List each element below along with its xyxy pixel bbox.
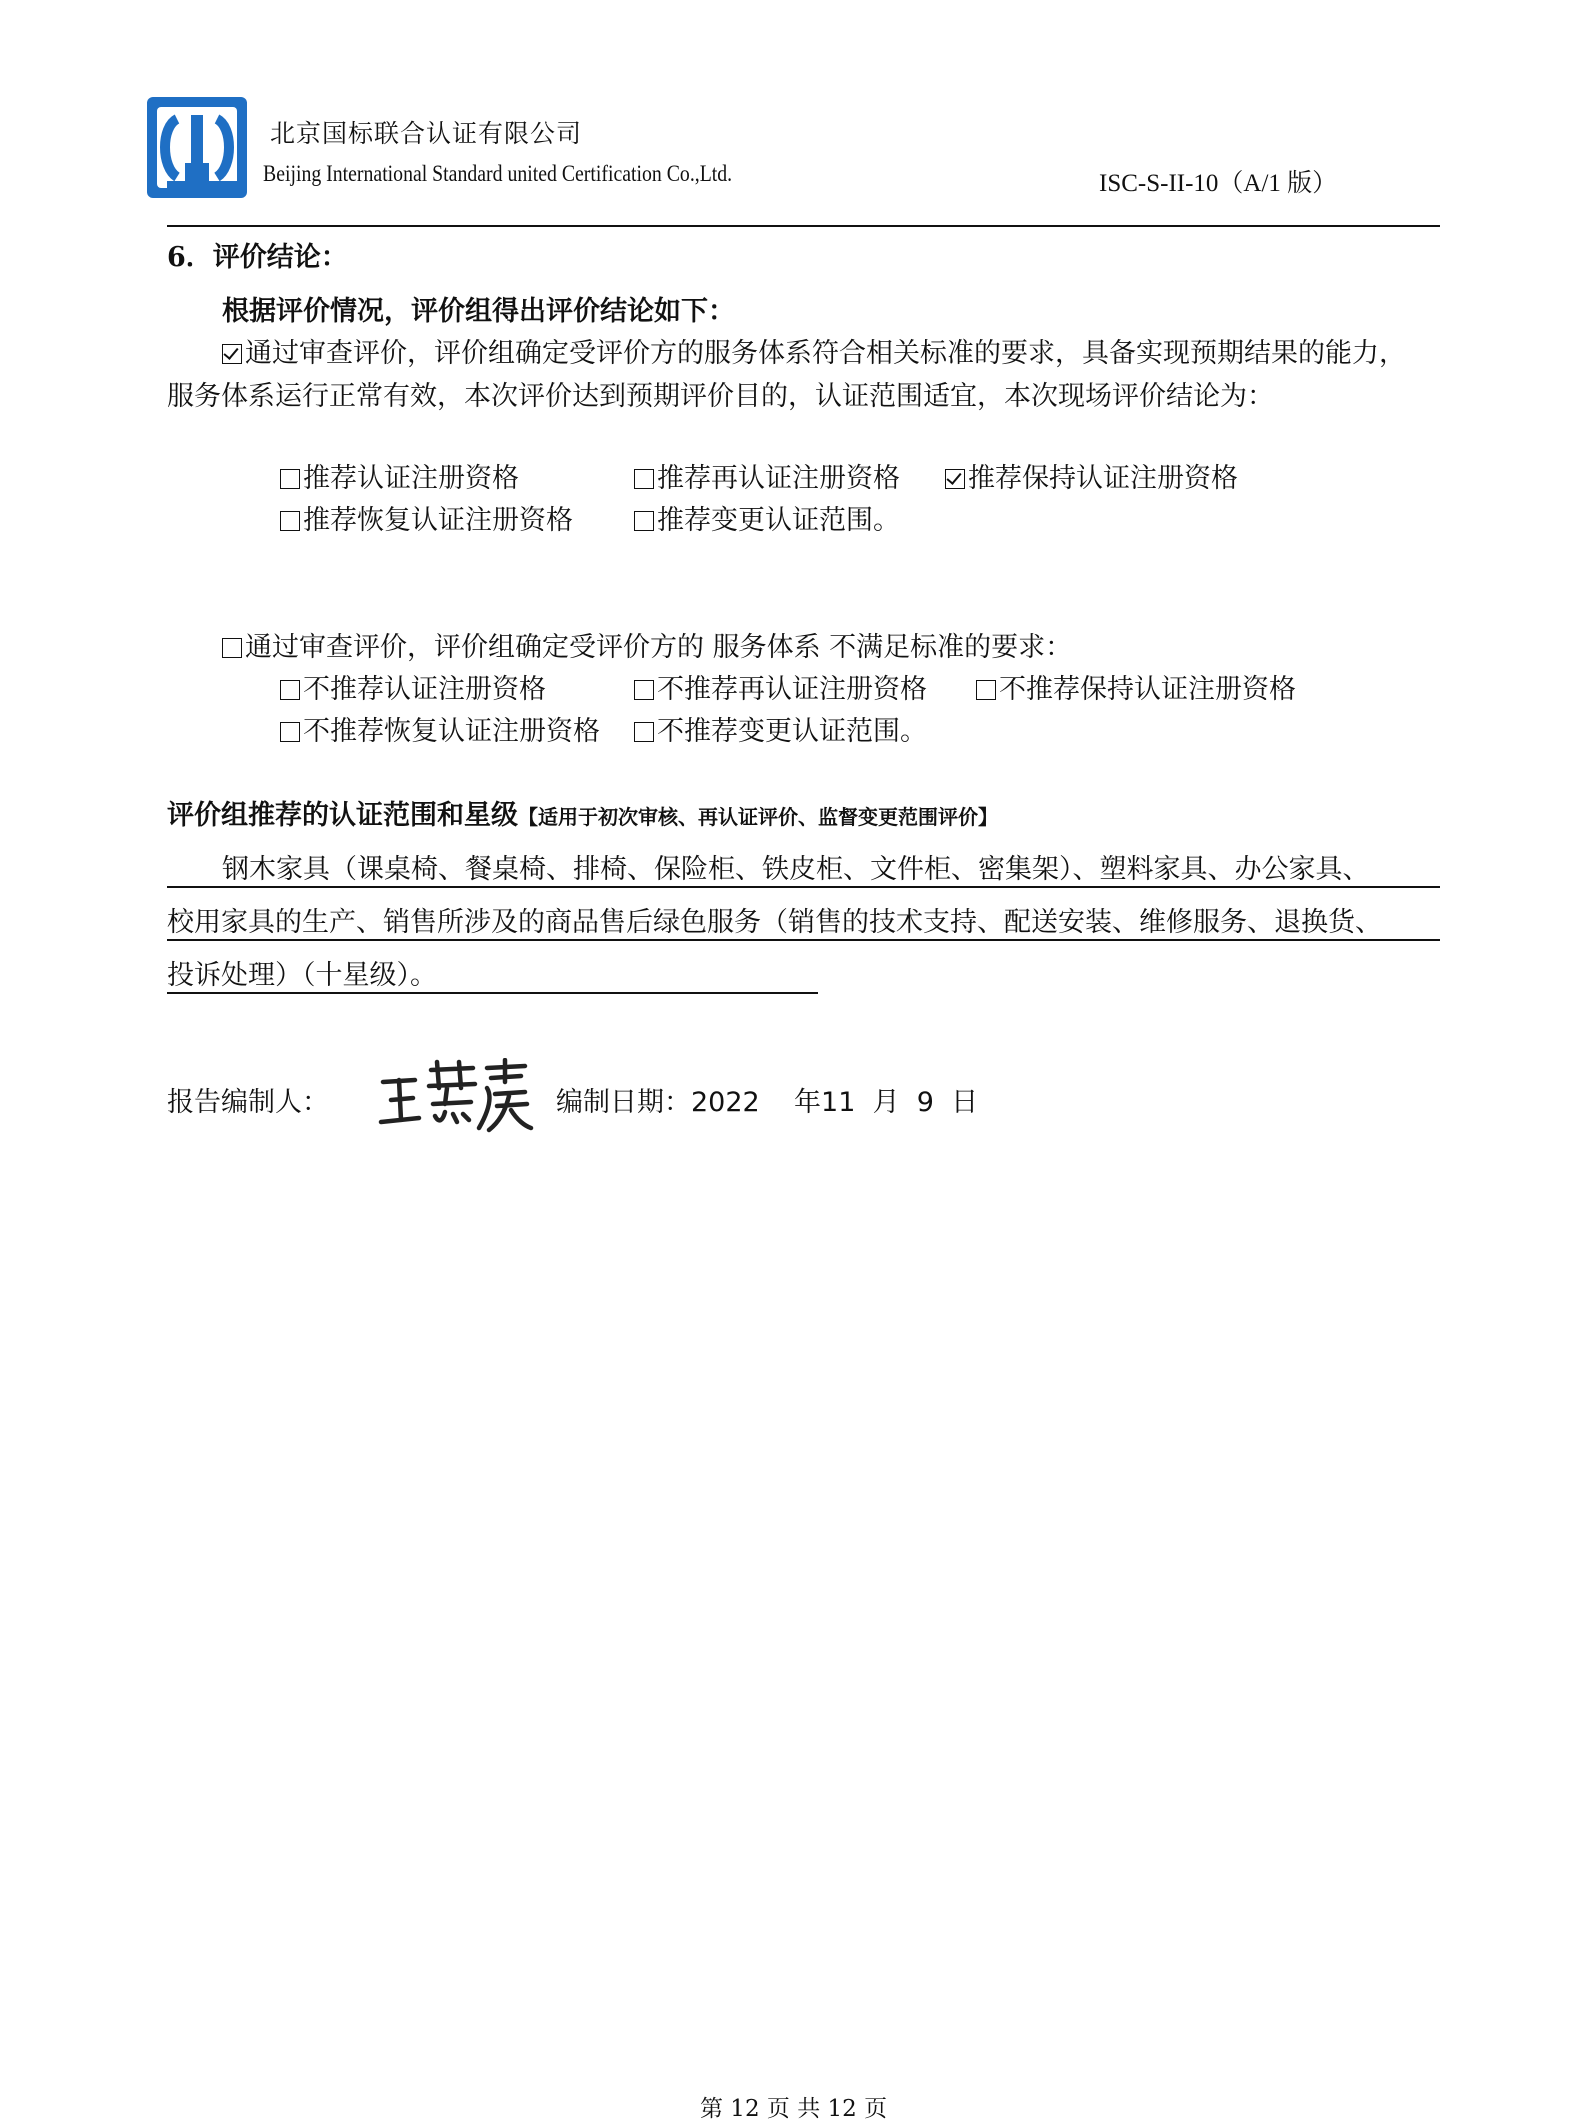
option-checkbox[interactable] (945, 469, 965, 489)
fail-option-5[interactable] (634, 716, 927, 748)
pass-option-4[interactable] (280, 505, 573, 537)
date-label: 编制日期： (556, 1087, 691, 1118)
option-label: 不推荐变更认证范围。 (657, 716, 927, 747)
option-checkbox[interactable] (634, 680, 654, 700)
pass-text-1: 通过审查评价，评价组确定受评价方的服务体系符合相关标准的要求，具备实现预期结果的能力， (245, 338, 1406, 369)
option-checkbox[interactable] (280, 469, 300, 489)
option-checkbox[interactable] (976, 680, 996, 700)
fail-option-3[interactable] (976, 674, 1296, 706)
document-code: ISC-S-II-10（A/1 版） (1099, 170, 1338, 197)
scope-heading (167, 800, 998, 833)
option-checkbox[interactable] (634, 722, 654, 742)
option-label: 推荐再认证注册资格 (657, 463, 900, 494)
date-value: 2022 年11 月 9 日 (691, 1087, 979, 1118)
option-label: 不推荐恢复认证注册资格 (303, 716, 600, 747)
option-label: 推荐恢复认证注册资格 (303, 505, 573, 536)
pass-option-5[interactable] (634, 505, 900, 537)
pass-conclusion-line1 (222, 338, 1406, 370)
pass-conclusion-line2: 服务体系运行正常有效，本次评价达到预期评价目的，认证范围适宜，本次现场评价结论为： (167, 381, 1274, 412)
pass-option-2[interactable] (634, 463, 900, 495)
option-label: 不推荐再认证注册资格 (657, 674, 927, 705)
scope-title: 评价组推荐的认证范围和星级 (167, 800, 518, 831)
fail-option-1[interactable] (280, 674, 546, 706)
company-logo-icon (147, 97, 247, 198)
option-label: 推荐保持认证注册资格 (968, 463, 1238, 494)
scope-underline-3 (167, 992, 818, 994)
option-checkbox[interactable] (634, 469, 654, 489)
option-label: 不推荐认证注册资格 (303, 674, 546, 705)
option-checkbox[interactable] (280, 680, 300, 700)
company-name-en: Beijing International Standard united Certification Co.,Ltd. (263, 161, 733, 186)
prepared-date (556, 1087, 978, 1119)
preparer-label: 报告编制人： (167, 1087, 329, 1118)
option-checkbox[interactable] (280, 722, 300, 742)
page-number: 第 12 页 共 12 页 (700, 2096, 888, 2122)
scope-underline-2 (167, 939, 1440, 941)
company-name-cn: 北京国标联合认证有限公司 (270, 119, 583, 148)
option-label: 推荐变更认证范围。 (657, 505, 900, 536)
fail-option-4[interactable] (280, 716, 600, 748)
handwritten-signature (375, 1058, 535, 1136)
scope-line-3: 投诉处理）（十星级）。 (167, 960, 437, 991)
option-label: 不推荐保持认证注册资格 (999, 674, 1296, 705)
fail-option-2[interactable] (634, 674, 927, 706)
pass-option-1[interactable] (280, 463, 519, 495)
scope-line-1: 钢木家具（课桌椅、餐桌椅、排椅、保险柜、铁皮柜、文件柜、密集架）、塑料家具、办公家具、 (222, 854, 1370, 885)
section-heading: 6．评价结论： (167, 242, 348, 273)
scope-line-2: 校用家具的生产、销售所涉及的商品售后绿色服务（销售的技术支持、配送安装、维修服务、退换货、 (167, 907, 1382, 938)
scope-note: 【适用于初次审核、再认证评价、监督变更范围评价】 (518, 805, 998, 829)
fail-checkbox[interactable] (222, 638, 242, 658)
scope-underline-1 (167, 886, 1440, 888)
pass-option-3[interactable] (945, 463, 1238, 495)
fail-conclusion-line1 (222, 632, 1072, 664)
option-checkbox[interactable] (280, 511, 300, 531)
section-intro: 根据评价情况，评价组得出评价结论如下： (222, 296, 735, 327)
option-label: 推荐认证注册资格 (303, 463, 519, 494)
fail-text-1: 通过审查评价，评价组确定受评价方的 服务体系 不满足标准的要求： (245, 632, 1073, 663)
pass-checkbox[interactable] (222, 344, 242, 364)
option-checkbox[interactable] (634, 511, 654, 531)
header-divider (167, 225, 1440, 227)
